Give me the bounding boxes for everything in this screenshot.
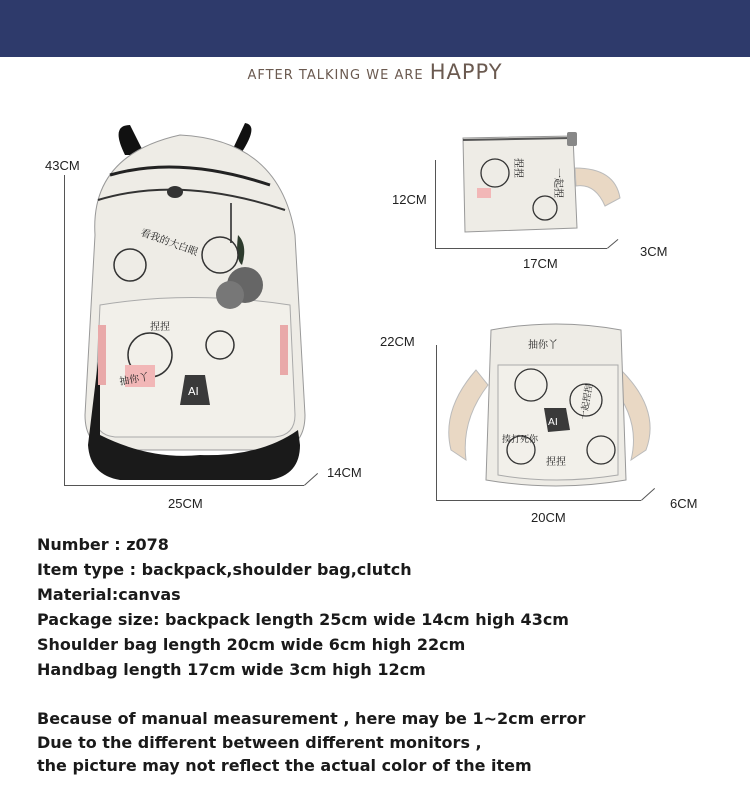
spec-number: Number : z078 <box>37 535 169 554</box>
clutch-depth-label: 3CM <box>640 244 668 259</box>
product-specs <box>37 532 569 682</box>
shoulder-print-3: 一起捏捏 <box>579 383 596 421</box>
backpack-height-label: 43CM <box>45 158 80 173</box>
disclaimer-note <box>37 707 585 778</box>
clutch-print-2: 一起捏 <box>552 168 563 198</box>
clutch-height-label: 12CM <box>392 192 427 207</box>
shoulder-width-line <box>436 500 641 501</box>
spec-shoulder-bag: Shoulder bag length 20cm wide 6cm high 22cm <box>37 635 466 654</box>
tagline-highlight: HAPPY <box>429 60 503 84</box>
tagline <box>0 60 750 84</box>
backpack-print-3: 抽你丫 <box>118 371 151 388</box>
spec-item-type: Item type : backpack,shoulder bag,clutch <box>37 560 412 579</box>
note-line-3: the picture may not reflect the actual color of the item <box>37 756 532 775</box>
note-line-1: Because of manual measurement , here may be 1~2cm error <box>37 709 586 728</box>
top-banner <box>0 0 750 57</box>
clutch-image <box>455 128 625 238</box>
backpack-width-line <box>64 485 304 486</box>
spec-package-size: Package size: backpack length 25cm wide 14cm high 43cm <box>37 610 569 629</box>
backpack-tag: AI <box>188 385 199 398</box>
spec-material: Material:canvas <box>37 585 181 604</box>
clutch-print-1: 捏捏 <box>512 158 523 178</box>
backpack-depth-label: 14CM <box>327 465 362 480</box>
shoulder-height-label: 22CM <box>380 334 415 349</box>
clutch-width-line <box>435 248 607 249</box>
clutch-depth-line <box>607 239 618 249</box>
shoulder-bag-tag: AI <box>548 417 558 428</box>
shoulder-width-label: 20CM <box>531 510 566 525</box>
shoulder-bag-image <box>436 310 666 500</box>
shoulder-print-2: 捏捏 <box>546 457 566 468</box>
backpack-print-1: 看我的大白眼 <box>138 227 200 259</box>
spec-handbag: Handbag length 17cm wide 3cm high 12cm <box>37 660 426 679</box>
shoulder-print-1: 抽你丫 <box>528 340 558 351</box>
backpack-image <box>70 115 330 485</box>
clutch-width-label: 17CM <box>523 256 558 271</box>
clutch-height-line <box>435 160 436 248</box>
tagline-prefix: AFTER TALKING WE ARE <box>247 68 424 83</box>
shoulder-print-4: 揍打死你 <box>502 435 539 445</box>
note-line-2: Due to the different between different monitors , <box>37 732 482 752</box>
backpack-height-line <box>64 175 65 485</box>
backpack-print-2: 捏捏 <box>150 322 170 333</box>
shoulder-depth-label: 6CM <box>670 496 698 511</box>
backpack-width-label: 25CM <box>168 496 203 511</box>
